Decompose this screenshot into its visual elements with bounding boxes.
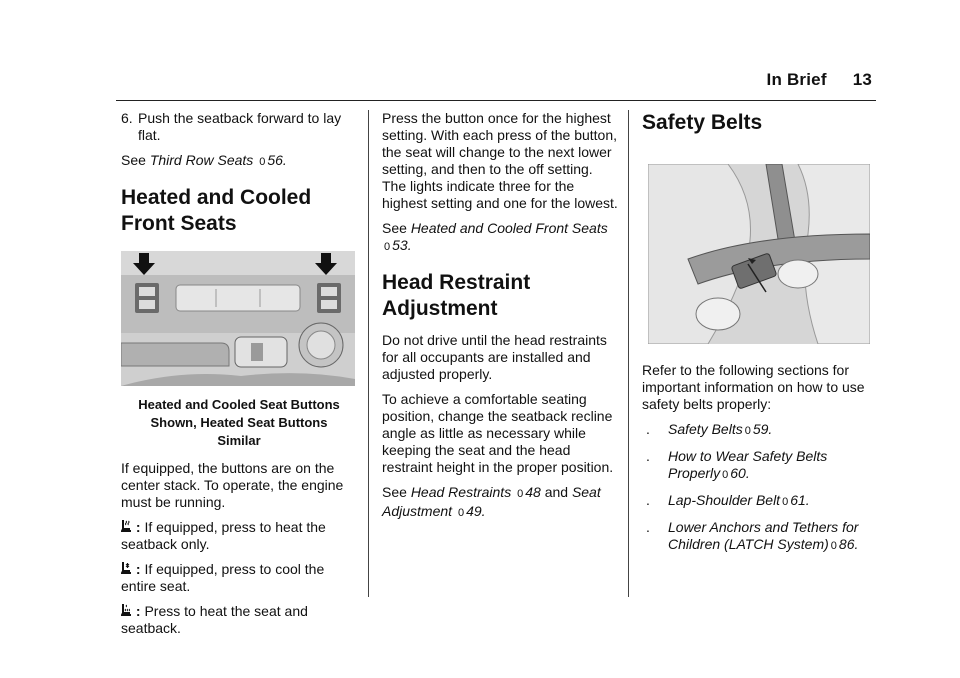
seat-heat-item: : Press to heat the seat and seatback.: [121, 603, 308, 636]
cooled-seat-icon: [121, 561, 132, 574]
step-number: 6.: [121, 110, 133, 126]
heated-cooled-seats-heading: Heated and Cooled Front Seats: [121, 186, 312, 235]
column-right: [642, 110, 878, 563]
page-header: [767, 70, 872, 90]
step-item: [121, 110, 357, 144]
setting-description: Press the button once for the highest setting. With each press of the button, the seat will change to the next lower setting, and then to the off setting. The lights indicate three for the highest setting and one for the lowest.: [382, 110, 618, 211]
head-restraint-warning: Do not drive until the head restraints for all occupants are installed and adjusted properly.: [382, 332, 607, 382]
section-title: In Brief: [766, 70, 827, 89]
head-restraints-link[interactable]: Head Restraints: [410, 484, 512, 500]
page-ref-icon: 0: [744, 425, 751, 437]
column-left: [121, 110, 357, 645]
see-reference: See Head Restraints 0 48 and Seat Adjustment 0 49.: [382, 484, 601, 519]
buttons-location-text: If equipped, the buttons are on the center stack. To operate, the engine must be running.: [121, 460, 344, 510]
column-divider: [368, 110, 369, 597]
column-divider: [628, 110, 629, 597]
figure-caption: Heated and Cooled Seat Buttons Shown, Heated Seat Buttons Similar: [138, 397, 340, 448]
page-ref-icon: 0: [782, 496, 789, 508]
safety-belts-intro: Refer to the following sections for important information on how to use safety belts properly:: [642, 362, 865, 412]
list-item: . Lower Anchors and Tethers for Children (LATCH System) 0 86.: [646, 519, 859, 552]
seatback-heat-item: : If equipped, press to heat the seatback only.: [121, 519, 326, 552]
lap-shoulder-belt-link[interactable]: Lap-Shoulder Belt: [668, 492, 781, 508]
column-middle: [382, 110, 618, 530]
header-rule: [116, 100, 876, 101]
safety-belts-link[interactable]: Safety Belts: [668, 421, 743, 437]
list-item: . How to Wear Safety Belts Properly 0 60.: [646, 448, 828, 481]
page-ref-icon: 0: [384, 241, 391, 253]
third-row-seats-link[interactable]: Third Row Seats: [149, 152, 254, 168]
page-ref-icon: 0: [517, 488, 524, 500]
safety-belt-illustration: [648, 164, 870, 344]
latch-system-link[interactable]: Lower Anchors and Tethers for Children (LATCH System): [668, 519, 859, 552]
seat-cool-item: : If equipped, press to cool the entire seat.: [121, 561, 325, 594]
page-ref-icon: 0: [259, 156, 266, 168]
wear-safety-belts-link[interactable]: How to Wear Safety Belts Properly: [668, 448, 828, 481]
step-text: Push the seatback forward to lay flat.: [138, 110, 342, 143]
see-reference: See Third Row Seats 0 56.: [121, 152, 287, 168]
list-item: . Lap-Shoulder Belt 0 61.: [646, 492, 810, 508]
page-ref-icon: 0: [722, 469, 729, 481]
list-item: . Safety Belts 0 59.: [646, 421, 773, 437]
page-ref-icon: 0: [830, 540, 837, 552]
heated-seat-icon: [121, 603, 132, 616]
heated-seatback-icon: [121, 519, 132, 532]
page-ref-icon: 0: [457, 507, 465, 519]
page-number: 13: [852, 70, 872, 89]
see-reference: See Heated and Cooled Front Seats 0 53.: [382, 220, 608, 253]
seating-position-text: To achieve a comfortable seating position, change the seatback recline angle as little as necessary while keeping the seat and the head restraint height in the proper position.: [382, 391, 614, 475]
safety-belts-heading: Safety Belts: [642, 111, 763, 134]
head-restraint-heading: Head Restraint Adjustment: [382, 271, 531, 320]
seat-buttons-illustration: [121, 251, 355, 386]
heated-cooled-seats-link[interactable]: Heated and Cooled Front Seats: [410, 220, 608, 236]
seat-adjustment-link[interactable]: Seat Adjustment: [382, 484, 601, 519]
